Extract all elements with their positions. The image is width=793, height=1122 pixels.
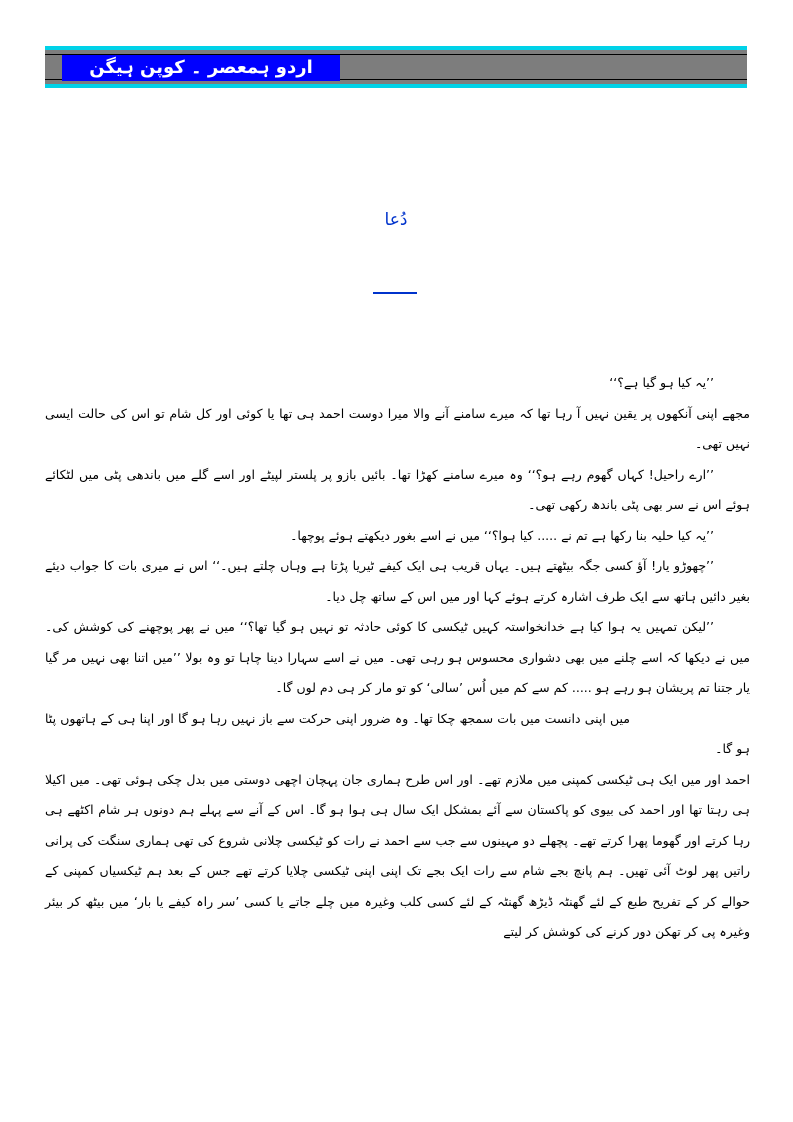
header-band [45, 46, 747, 88]
paragraph-3: ’’ارے راحیل! کہاں گھوم رہے ہو؟‘‘ وہ میرے سامنے کھڑا تھا۔ بائیں بازو پر پلستر لپیٹے اور اسے گلے میں باندھی پٹی میں لٹکائے ہوئے اس نے سر بھی پٹی باندھ رکھی تھی۔ [45, 466, 750, 512]
magazine-title: اردو ہمعصر ۔ کوپن ہیگن [62, 55, 340, 81]
story-title: دُعا [384, 210, 408, 230]
paragraph-7: میں اپنی دانست میں بات سمجھ چکا تھا۔ وہ ضرور اپنی حرکت سے باز نہیں رہا ہو گا اور اپنا ہی کے ہاتھوں پٹا ہو گا۔ [45, 710, 750, 756]
paragraph-2: مجھے اپنی آنکھوں پر یقین نہیں آ رہا تھا کہ میرے سامنے آنے والا میرا دوست احمد ہی تھا یا کوئی اور کل شام تو اس کی حالت ایسی نہیں تھی۔ [45, 405, 750, 451]
paragraph-8: احمد اور میں ایک ہی ٹیکسی کمپنی میں ملازم تھے۔ اور اس طرح ہماری جان پہچان اچھی دوستی میں بدل چکی ہوئی تھی۔ میں اکیلا ہی رہتا تھا اور احمد کی بیوی کو پاکستان سے آئے بمشکل ایک سال ہی ہوا ہو گا۔ اس کے آنے سے پہلے ہم دونوں ہر شام اکٹھے ہی رہا کرتے اور گھوما پھرا کرتے تھے۔ پچھلے دو مہینوں سے جب سے احمد نے رات کو ٹیکسی چلانی شروع کی تھی ہماری سنگت کی پرانی راتیں پھر لوٹ آئی تھیں۔ ہم پانچ بجے شام سے رات ایک بجے تک اپنی اپنی ٹیکسی چلایا کرتے تھے جس کے بعد ہم ٹیکسیاں کمپنی کے حوالے کر کے تفریح طبع کے لئے گھنٹہ ڈیڑھ گھنٹہ کے لئے کسی کلب وغیرہ میں چلے جاتے یا کسی ’سر راہ کیفے یا بار‘ میں بیٹھ کر بیئر وغیرہ پی کر تھکن دور کرنے کی کوشش کر لیتے [45, 771, 750, 939]
story-body [45, 368, 750, 948]
paragraph-4: ’’یہ کیا حلیہ بنا رکھا ہے تم نے ..... کیا ہوا؟‘‘ میں نے اسے بغور دیکھتے ہوئے پوچھا۔ [290, 527, 714, 543]
title-underline [373, 292, 417, 294]
paragraph-1: ’’یہ کیا ہو گیا ہے؟‘‘ [609, 375, 714, 390]
paragraph-6: ’’لیکن تمہیں یہ ہوا کیا ہے خدانخواستہ کہیں ٹیکسی کا کوئی حادثہ تو نہیں ہو گیا تھا؟‘‘ میں نے پھر پوچھنے کی کوشش کی۔ میں نے دیکھا کہ اسے چلنے میں بھی دشواری محسوس ہو رہی تھی۔ میں نے اسے سہارا دینا چاہا تو وہ بولا ’’میں اتنا بھی نہیں مر گیا یار جتنا تم پریشان ہو رہے ہو ..... کم سے کم میں اُس ’سالی‘ کو تو مار کر ہی دم لوں گا۔ [45, 619, 750, 695]
paragraph-5: ’’چھوڑو یار! آؤ کسی جگہ بیٹھتے ہیں۔ یہاں قریب ہی ایک کیفے ٹیریا پڑتا ہے وہاں چلتے ہیں۔‘‘ اس نے میری بات کا جواب دیئے بغیر دائیں ہاتھ سے ایک طرف اشارہ کرتے ہوئے کہا اور میں اس کے ساتھ چل دیا۔ [45, 558, 750, 604]
